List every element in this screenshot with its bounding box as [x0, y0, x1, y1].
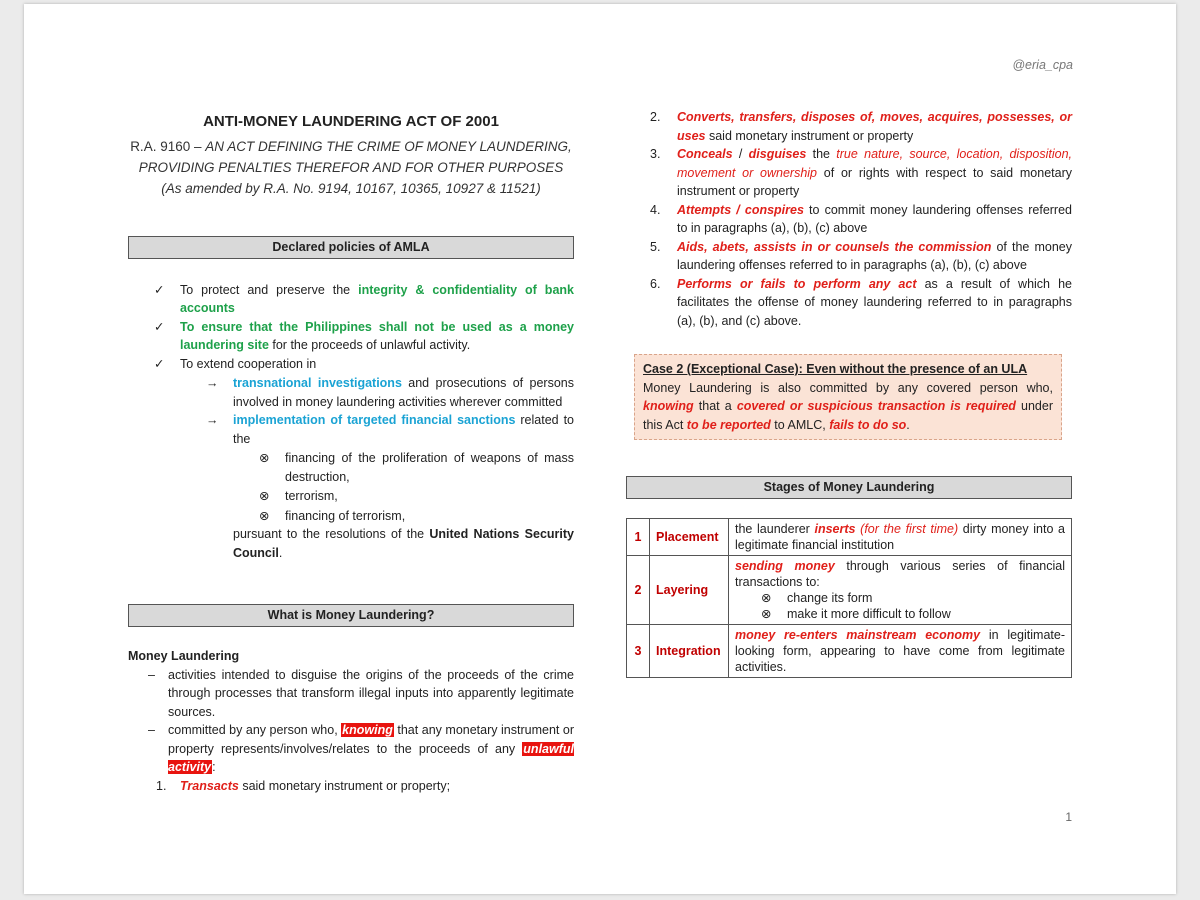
sanction-subitem: ⊗ financing of terrorism,: [128, 507, 574, 526]
circle-x-icon: ⊗: [259, 508, 270, 523]
term-heading: Money Laundering: [128, 649, 240, 663]
document-page: [24, 4, 1176, 894]
stages-table: [626, 518, 1072, 678]
acts-list: [626, 108, 1072, 330]
pursuant-text: pursuant to the resolutions of the United Nations Security Council.: [233, 527, 574, 560]
policies-list: [128, 281, 574, 563]
arrow-right-icon: →: [206, 413, 219, 427]
sanction-subitem: ⊗ financing of the proliferation of weapons of mass destruction,: [259, 451, 574, 484]
act-item: 6. Performs or fails to perform any act as a result of which he facilitates the offense of money laundering referred to in paragraphs (a), (b), and (c) above.: [650, 276, 1072, 328]
check-icon: ✓: [154, 282, 165, 297]
policy-item: ✓ To ensure that the Philippines shall not be used as a money laundering site for the proceeds of unlawful activity.: [154, 319, 574, 352]
money-laundering-definition: [128, 647, 574, 795]
section-heading-policies: Declared policies of AMLA: [128, 236, 574, 259]
act-item: 5. Aids, abets, assists in or counsels the commission of the money laundering offenses referred to in paragraphs (a), (b), (c) above: [650, 239, 1072, 272]
check-icon: ✓: [154, 319, 165, 334]
document-subtitle: R.A. 9160 – AN ACT DEFINING THE CRIME OF MONEY LAUNDERING, PROVIDING PENALTIES THEREFOR AND FOR OTHER PURPOSES (As amended by R.A. No. 9194, 10167, 10365, 10927 & 11521): [130, 138, 572, 196]
stage-description: sending money through various series of financial transactions to: ⊗ change its form ⊗ make it more difficult to follow: [729, 556, 1072, 625]
stage-name: Integration: [650, 625, 729, 678]
stage-number: 2: [627, 556, 650, 625]
circle-x-icon: ⊗: [761, 591, 772, 605]
act-item: 4. Attempts / conspires to commit money laundering offenses referred to in paragraphs (a), (b), (c) above: [650, 202, 1072, 235]
sanction-subitem: ⊗ terrorism,: [128, 487, 574, 506]
case2-body: Money Laundering is also committed by any covered person who, knowing that a covered or suspicious transaction is required under this Act to be reported to AMLC, fails to do so.: [643, 380, 1053, 432]
cooperation-subitem: → implementation of targeted financial sanctions related to the: [206, 413, 575, 446]
case2-box: [634, 354, 1062, 440]
cooperation-subitem: → transnational investigations and prosecutions of persons involved in money laundering activities wherever committed: [206, 376, 574, 409]
page-number: 1: [1065, 810, 1072, 824]
stage-number: 3: [627, 625, 650, 678]
watermark: @eria_cpa: [1012, 58, 1073, 72]
circle-x-icon: ⊗: [259, 489, 270, 503]
policy-item: ✓ To protect and preserve the integrity & confidentiality of bank accounts: [154, 282, 574, 315]
act-item: 1. Transacts said monetary instrument or property;: [156, 778, 451, 793]
stage-name: Layering: [650, 556, 729, 625]
policy-item: ✓ To extend cooperation in: [128, 355, 574, 374]
stage-name: Placement: [650, 519, 729, 556]
table-row: [627, 556, 1072, 625]
arrow-right-icon: →: [206, 376, 219, 390]
table-row: [627, 625, 1072, 678]
table-row: [627, 519, 1072, 556]
circle-x-icon: ⊗: [259, 451, 270, 465]
right-column: [626, 108, 1072, 678]
section-heading-stages: Stages of Money Laundering: [626, 476, 1072, 499]
document-title: ANTI-MONEY LAUNDERING ACT OF 2001: [203, 113, 499, 130]
definition-item: – committed by any person who, knowing that any monetary instrument or property represents/involves/relates to the proceeds of any unlawful activity:: [148, 723, 574, 774]
case2-title: Case 2 (Exceptional Case): Even without the presence of an ULA: [643, 362, 1028, 376]
stage-number: 1: [627, 519, 650, 556]
stage-description: the launderer inserts (for the first time) dirty money into a legitimate financial institution: [729, 519, 1072, 556]
circle-x-icon: ⊗: [761, 607, 772, 621]
left-column: [128, 108, 574, 795]
dash-marker: –: [148, 723, 155, 737]
check-icon: ✓: [154, 356, 165, 371]
act-item: 2. Converts, transfers, disposes of, moves, acquires, possesses, or uses said monetary instrument or property: [650, 110, 1072, 143]
section-heading-what-is: What is Money Laundering?: [128, 604, 574, 627]
act-item: 3. Conceals / disguises the true nature, source, location, disposition, movement or ownership of or rights with respect to said monetary instrument or property: [650, 147, 1073, 198]
dash-marker: –: [148, 667, 155, 682]
stage-description: money re-enters mainstream economy in legitimate-looking form, appearing to have come from legitimate activities.: [729, 625, 1072, 678]
definition-item: – activities intended to disguise the origins of the proceeds of the crime through processes that transform illegal inputs into apparently legitimate sources.: [148, 667, 574, 719]
